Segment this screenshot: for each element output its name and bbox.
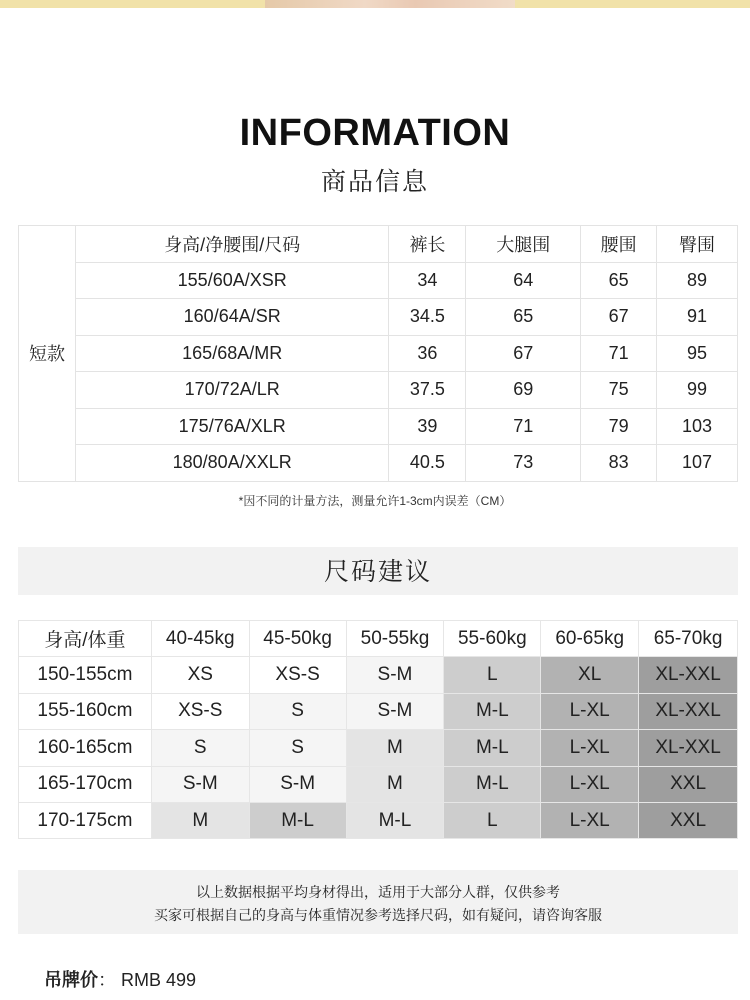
size-group-label: 短款: [19, 226, 76, 482]
rec-size-cell: XXL: [639, 802, 738, 838]
tag-price: [44, 966, 196, 992]
table-row: [19, 408, 738, 445]
disclaimer-box: [18, 870, 738, 934]
size-recommendation-table: [18, 620, 738, 839]
rec-header-height-weight: 身高/体重: [19, 621, 152, 657]
rec-header-weight: 55-60kg: [444, 621, 541, 657]
rec-size-cell: XL: [541, 657, 639, 693]
size-length: 36: [389, 335, 466, 372]
disclaimer-line-2: 买家可根据自己的身高与体重情况参考选择尺码，如有疑问，请咨询客服: [154, 907, 602, 923]
page-title: INFORMATION: [239, 112, 511, 154]
table-row: [19, 657, 738, 693]
size-hip: 91: [657, 299, 738, 336]
size-length: 34: [389, 262, 466, 299]
rec-size-cell: L-XL: [541, 766, 639, 802]
tag-price-separator: ：: [98, 970, 116, 990]
size-code: 180/80A/XXLR: [75, 445, 389, 482]
rec-size-cell: M-L: [444, 766, 541, 802]
size-thigh: 67: [466, 335, 581, 372]
rec-size-cell: L-XL: [541, 693, 639, 729]
tag-price-value: RMB 499: [121, 970, 197, 990]
rec-size-cell: S: [249, 730, 346, 766]
rec-header-weight: 40-45kg: [151, 621, 249, 657]
size-thigh: 73: [466, 445, 581, 482]
rec-size-cell: XL-XXL: [639, 730, 738, 766]
rec-size-cell: M-L: [346, 802, 444, 838]
rec-size-cell: L: [444, 657, 541, 693]
size-code: 175/76A/XLR: [75, 408, 389, 445]
size-length: 34.5: [389, 299, 466, 336]
rec-size-cell: S-M: [346, 693, 444, 729]
size-hip: 107: [657, 445, 738, 482]
table-row: [19, 262, 738, 299]
size-header-code: 身高/净腰围/尺码: [75, 226, 389, 263]
size-waist: 79: [581, 408, 657, 445]
rec-size-cell: XL-XXL: [639, 693, 738, 729]
size-table: [18, 225, 738, 482]
tag-price-label: 吊牌价: [44, 970, 98, 990]
size-hip: 95: [657, 335, 738, 372]
rec-size-cell: M: [346, 730, 444, 766]
size-code: 155/60A/XSR: [75, 262, 389, 299]
size-length: 39: [389, 408, 466, 445]
rec-size-cell: M: [346, 766, 444, 802]
top-photo-strip: [0, 0, 750, 8]
product-photo-edge: [265, 0, 515, 8]
rec-height: 165-170cm: [19, 766, 152, 802]
rec-size-cell: S: [249, 693, 346, 729]
table-row: [19, 693, 738, 729]
rec-size-cell: XS-S: [151, 693, 249, 729]
table-row: [19, 335, 738, 372]
size-waist: 83: [581, 445, 657, 482]
rec-size-cell: M-L: [444, 730, 541, 766]
size-length: 37.5: [389, 372, 466, 409]
size-waist: 65: [581, 262, 657, 299]
size-header-thigh: 大腿围: [466, 226, 581, 263]
table-row: [19, 299, 738, 336]
rec-size-cell: L: [444, 802, 541, 838]
size-waist: 71: [581, 335, 657, 372]
rec-size-cell: M-L: [444, 693, 541, 729]
size-table-header-row: [19, 226, 738, 263]
size-length: 40.5: [389, 445, 466, 482]
size-header-hip: 臀围: [657, 226, 738, 263]
rec-height: 155-160cm: [19, 693, 152, 729]
rec-height: 160-165cm: [19, 730, 152, 766]
rec-size-cell: XS: [151, 657, 249, 693]
rec-height: 150-155cm: [19, 657, 152, 693]
table-row: [19, 730, 738, 766]
measurement-note: *因不同的计量方法，测量允许1-3cm内误差（CM）: [238, 494, 512, 508]
size-code: 165/68A/MR: [75, 335, 389, 372]
size-hip: 99: [657, 372, 738, 409]
rec-size-cell: M-L: [249, 802, 346, 838]
size-code: 170/72A/LR: [75, 372, 389, 409]
rec-size-cell: XXL: [639, 766, 738, 802]
disclaimer-line-1: 以上数据根据平均身材得出，适用于大部分人群，仅供参考: [196, 884, 560, 900]
rec-header-weight: 60-65kg: [541, 621, 639, 657]
rec-header-weight: 50-55kg: [346, 621, 444, 657]
rec-size-cell: S: [151, 730, 249, 766]
table-row: [19, 445, 738, 482]
table-row: [19, 802, 738, 838]
rec-size-cell: L-XL: [541, 730, 639, 766]
rec-size-cell: M: [151, 802, 249, 838]
table-row: [19, 372, 738, 409]
size-waist: 67: [581, 299, 657, 336]
table-row: [19, 766, 738, 802]
rec-size-cell: S-M: [151, 766, 249, 802]
rec-size-cell: XL-XXL: [639, 657, 738, 693]
rec-size-cell: L-XL: [541, 802, 639, 838]
size-recommendation-title: 尺码建议: [18, 547, 738, 595]
size-hip: 103: [657, 408, 738, 445]
size-header-waist: 腰围: [581, 226, 657, 263]
size-header-length: 裤长: [389, 226, 466, 263]
size-waist: 75: [581, 372, 657, 409]
size-thigh: 64: [466, 262, 581, 299]
rec-size-cell: S-M: [249, 766, 346, 802]
size-thigh: 65: [466, 299, 581, 336]
rec-header-weight: 45-50kg: [249, 621, 346, 657]
size-thigh: 71: [466, 408, 581, 445]
page-subtitle: 商品信息: [320, 168, 429, 196]
size-hip: 89: [657, 262, 738, 299]
rec-size-cell: S-M: [346, 657, 444, 693]
rec-header-weight: 65-70kg: [639, 621, 738, 657]
rec-size-cell: XS-S: [249, 657, 346, 693]
size-code: 160/64A/SR: [75, 299, 389, 336]
size-thigh: 69: [466, 372, 581, 409]
rec-height: 170-175cm: [19, 802, 152, 838]
rec-header-row: [19, 621, 738, 657]
